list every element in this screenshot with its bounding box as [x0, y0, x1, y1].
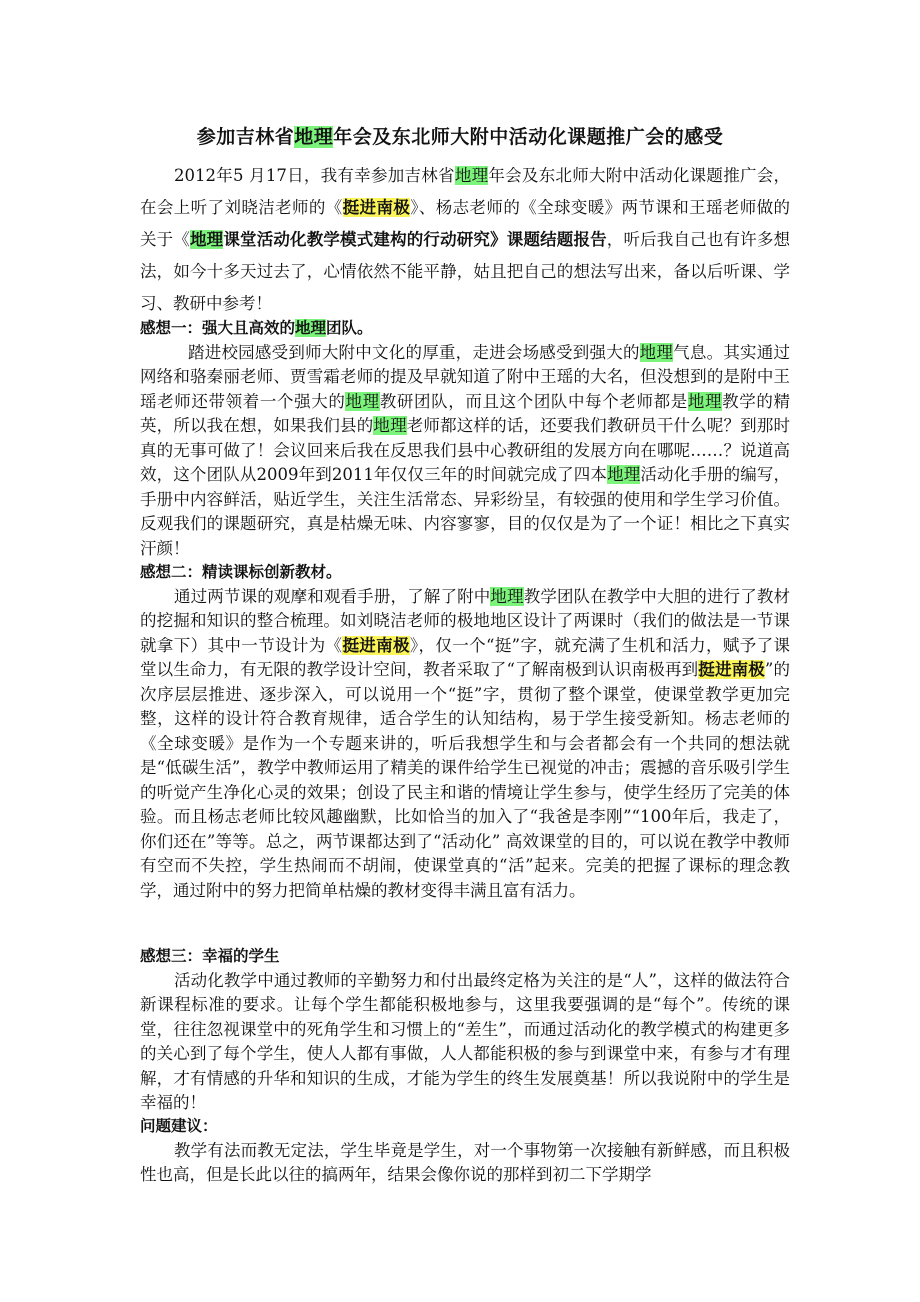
highlight-geography: 地理 — [373, 416, 407, 435]
highlight-geography: 地理 — [294, 126, 334, 148]
highlight-geography: 地理 — [687, 391, 723, 411]
intro-paragraph: 2012年5 月17日，我有幸参加吉林省地理年会及东北师大附中活动化课题推广会，在会上听了刘晓洁老师的《挺进南极》、杨志老师的《全球变暖》两节课和王瑶老师做的关于《地理课堂活动化教学模式建构的行动研究》课题结题报告，听后我自己也有许多想法，如今十多天过去了，心情依然不能平静，姑且把自己的想法写出来，备以后听课、学习、教研中参考！ — [140, 166, 791, 313]
highlight-lesson-title: 挺进南极 — [698, 660, 765, 679]
highlight-geography: 地理 — [345, 391, 380, 411]
section-paragraph: 通过两节课的观摩和观看手册，了解了附中地理教学团队在教学中大胆的进行了教材的挖掘和知识的整合梳理。如刘晓洁老师的极地地区设计了两课时（我们的做法是一节课就拿下）其中一节设计为《挺进南极》，仅一个“挺”字，就充满了生机和活力，赋予了课堂以生命力，有无限的教学设计空间，教者采取了“了解南极到认识南极再到挺进南极”的次序层层推进、逐步深入，可以说用一个“挺”字，贯彻了整个课堂，使课堂教学更加完整，这样的设计符合教育规律，适合学生的认知结构，易于学生接受新知。杨志老师的《全球变暖》是作为一个专题来讲的，听后我想学生和与会者都会有一个共同的想法就是“低碳生活”，教学中教师运用了精美的课件给学生已视觉的冲击；震撼的音乐吸引学生的听觉产生净化心灵的效果；创设了民主和谐的情境让学生参与，使学生经历了完美的体验。而且杨志老师比较风趣幽默，比如恰当的加入了“我爸是李刚”“100年后，我走了，你们还在”等等。总之，两节课都达到了“活动化” 高效课堂的目的，可以说在教学中教师有空而不失控，学生热闹而不胡闹，使课堂真的“活”起来。完美的把握了课标的理念教学，通过附中的努力把简单枯燥的教材变得丰满且富有活力。 — [140, 586, 791, 900]
highlight-geography: 地理 — [607, 465, 641, 484]
highlight-geography: 地理 — [454, 166, 489, 185]
highlight-geography: 地理 — [295, 319, 327, 337]
section-heading: 感想三：幸福的学生 — [140, 947, 280, 965]
highlight-geography: 地理 — [639, 342, 674, 362]
section-paragraph: 活动化教学中通过教师的辛勤努力和付出最终定格为关注的是“人”，这样的做法符合新课程标准的要求。让每个学生都能积极地参与，这里我要强调的是“每个”。传统的课堂，往往忽视课堂中的死角学生和习惯上的“差生”，而通过活动化的教学模式的构建更多的关心到了每个学生，使人人都有事做，人人都能积极的参与到课堂中来，有参与才有理解，才有情感的升华和知识的生成，才能为学生的终生发展奠基！所以我说附中的学生是幸福的！ — [140, 970, 790, 1112]
highlight-lesson-title: 挺进南极 — [342, 635, 410, 655]
section-heading: 感想二：精读课标创新教材。 — [140, 563, 342, 581]
highlight-geography: 地理 — [490, 586, 524, 606]
section-one — [140, 316, 790, 561]
section-heading: 感想一：强大且高效的地理团队。 — [140, 319, 373, 337]
highlight-lesson-title: 挺进南极 — [342, 198, 411, 217]
section-paragraph: 踏进校园感受到师大附中文化的厚重，走进会场感受到强大的地理气息。其实通过网络和骆秦丽老师、贾雪霜老师的提及早就知道了附中王瑶的大名，但没想到的是附中王瑶老师还带领着一个强大的地理教研团队，而且这个团队中每个老师都是地理教学的精英，所以我在想，如果我们县的地理老师都这样的话，还要我们教研员干什么呢？到那时真的无事可做了！会议回来后我在反思我们县中心教研组的发展方向在哪呢……？说道高效，这个团队从2009年到2011年仅仅三年的时间就完成了四本地理活动化手册的编写，手册中内容鲜活，贴近学生，关注生活常态、异彩纷呈，有较强的使用和学生学习价值。反观我们的课题研究，真是枯燥无味、内容寥寥，目的仅仅是为了一个证！相比之下真实汗颜！ — [140, 342, 791, 558]
section-suggestions — [140, 1114, 790, 1188]
section-paragraph: 教学有法而教无定法，学生毕竟是学生，对一个事物第一次接触有新鲜感，而且积极性也高，但是长此以往的搞两年，结果会像你说的那样到初二下学期学 — [140, 1140, 790, 1184]
section-two — [140, 560, 790, 903]
section-three — [140, 944, 790, 1116]
highlight-geography: 地理 — [190, 230, 224, 249]
section-heading: 问题建议： — [140, 1117, 218, 1135]
document-title: 参加吉林省地理年会及东北师大附中活动化课题推广会的感受 — [196, 126, 724, 148]
